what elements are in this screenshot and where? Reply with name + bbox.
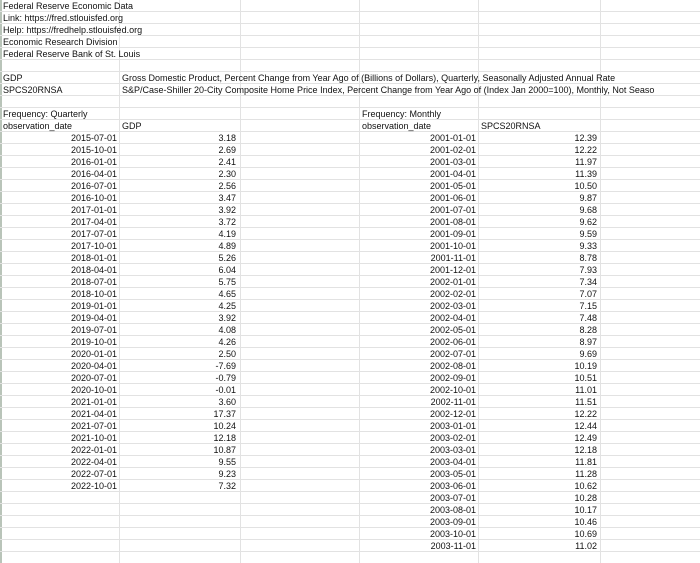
hpi-date-cell[interactable]: 2002-12-01 [429, 409, 476, 419]
series-desc-hpi[interactable]: S&P/Case-Shiller 20-City Composite Home Price Index, Percent Change from Year Ago of (Index Jan 2000=100), Monthly, Not Seaso [122, 85, 655, 95]
gdp-value-cell[interactable]: -0.79 [215, 373, 236, 383]
table-row [0, 348, 700, 360]
hpi-value-cell[interactable]: 9.87 [579, 193, 597, 203]
hpi-value-cell[interactable]: 11.81 [575, 457, 597, 467]
table-row [0, 276, 700, 288]
series-id-hpi[interactable]: SPCS20RNSA [3, 85, 63, 95]
hpi-value-cell[interactable]: 8.97 [579, 337, 597, 347]
table-row [0, 156, 700, 168]
gdp-date-cell[interactable]: 2016-01-01 [70, 157, 117, 167]
row-3 [0, 24, 700, 36]
row-8 [0, 84, 700, 96]
gdp-date-cell[interactable]: 2021-07-01 [70, 421, 117, 431]
table-row [0, 216, 700, 228]
gdp-frequency[interactable]: Frequency: Quarterly [3, 109, 88, 119]
gdp-date-cell[interactable]: 2015-07-01 [70, 133, 117, 143]
hpi-date-cell[interactable]: 2003-03-01 [429, 445, 476, 455]
gdp-date-cell[interactable]: 2020-04-01 [70, 361, 117, 371]
row-11 [0, 120, 700, 132]
table-row [0, 456, 700, 468]
hpi-date-cell[interactable]: 2003-08-01 [429, 505, 476, 515]
gdp-date-cell[interactable]: 2016-07-01 [70, 181, 117, 191]
hpi-value-cell[interactable]: 7.15 [579, 301, 597, 311]
series-desc-gdp[interactable]: Gross Domestic Product, Percent Change from Year Ago of (Billions of Dollars), Quarterly, Seasonally Adjusted Annual Rate [122, 73, 616, 83]
table-row [0, 396, 700, 408]
gdp-value-cell[interactable]: 2.69 [218, 145, 236, 155]
table-row [0, 144, 700, 156]
table-row [0, 468, 700, 480]
gdp-value-cell[interactable]: 4.25 [218, 301, 236, 311]
hpi-date-cell[interactable]: 2001-12-01 [429, 265, 476, 275]
hpi-value-cell[interactable]: 11.51 [575, 397, 597, 407]
table-row [0, 540, 700, 552]
gdp-value-cell[interactable]: 4.89 [218, 241, 236, 251]
hpi-date-cell[interactable]: 2002-03-01 [429, 301, 476, 311]
gdp-value-cell[interactable]: 2.56 [218, 181, 236, 191]
hpi-date-cell[interactable]: 2001-08-01 [429, 217, 476, 227]
hpi-value-cell[interactable]: 10.50 [574, 181, 597, 191]
gdp-date-header[interactable]: observation_date [3, 121, 73, 131]
gdp-value-cell[interactable]: 17.37 [213, 409, 236, 419]
table-row [0, 420, 700, 432]
hpi-date-cell[interactable]: 2002-05-01 [429, 325, 476, 335]
gdp-date-cell[interactable]: 2022-04-01 [70, 457, 117, 467]
gdp-date-cell[interactable]: 2020-01-01 [70, 349, 117, 359]
hpi-date-cell[interactable]: 2001-10-01 [429, 241, 476, 251]
header-source[interactable]: Federal Reserve Economic Data [3, 1, 134, 11]
gdp-value-header[interactable]: GDP [122, 121, 142, 131]
hpi-value-cell[interactable]: 12.44 [574, 421, 597, 431]
gdp-value-cell[interactable]: 4.65 [218, 289, 236, 299]
gdp-value-cell[interactable]: 7.32 [218, 481, 236, 491]
hpi-date-cell[interactable]: 2001-05-01 [429, 181, 476, 191]
gdp-value-cell[interactable]: 4.19 [218, 229, 236, 239]
gdp-value-cell[interactable]: 3.18 [218, 133, 236, 143]
gdp-date-cell[interactable]: 2021-04-01 [70, 409, 117, 419]
gdp-date-cell[interactable]: 2022-10-01 [70, 481, 117, 491]
hpi-value-cell[interactable]: 7.48 [579, 313, 597, 323]
gdp-date-cell[interactable]: 2019-07-01 [70, 325, 117, 335]
gdp-date-cell[interactable]: 2017-01-01 [70, 205, 117, 215]
table-row [0, 240, 700, 252]
table-row [0, 324, 700, 336]
gdp-value-cell[interactable]: 3.47 [218, 193, 236, 203]
gdp-value-cell[interactable]: 5.75 [218, 277, 236, 287]
gdp-date-cell[interactable]: 2018-01-01 [70, 253, 117, 263]
hpi-date-cell[interactable]: 2002-08-01 [429, 361, 476, 371]
hpi-date-cell[interactable]: 2001-11-01 [430, 253, 476, 263]
hpi-value-cell[interactable]: 11.28 [575, 469, 597, 479]
table-row [0, 480, 700, 492]
header-division[interactable]: Economic Research Division [3, 37, 118, 47]
hpi-date-cell[interactable]: 2003-11-01 [430, 541, 476, 551]
gdp-value-cell[interactable]: 9.23 [218, 469, 236, 479]
gdp-value-cell[interactable]: 4.08 [218, 325, 236, 335]
hpi-frequency[interactable]: Frequency: Monthly [362, 109, 442, 119]
table-row [0, 360, 700, 372]
gdp-date-cell[interactable]: 2022-07-01 [70, 469, 117, 479]
gdp-date-cell[interactable]: 2021-01-01 [70, 397, 117, 407]
table-row [0, 384, 700, 396]
hpi-value-cell[interactable]: 10.19 [574, 361, 597, 371]
table-row [0, 528, 700, 540]
hpi-value-cell[interactable]: 10.28 [574, 493, 597, 503]
row-5 [0, 48, 700, 60]
gdp-value-cell[interactable]: 10.24 [213, 421, 236, 431]
series-id-gdp[interactable]: GDP [3, 73, 23, 83]
gdp-value-cell[interactable]: -7.69 [215, 361, 236, 371]
gdp-value-cell[interactable]: 2.50 [218, 349, 236, 359]
gdp-value-cell[interactable]: 12.18 [213, 433, 236, 443]
gdp-value-cell[interactable]: 3.92 [218, 205, 236, 215]
hpi-value-cell[interactable]: 11.39 [575, 169, 597, 179]
gdp-value-cell[interactable]: 3.92 [218, 313, 236, 323]
hpi-date-cell[interactable]: 2003-01-01 [429, 421, 476, 431]
row-4 [0, 36, 700, 48]
hpi-value-cell[interactable]: 10.51 [574, 373, 597, 383]
hpi-value-cell[interactable]: 9.68 [579, 205, 597, 215]
table-row [0, 168, 700, 180]
gdp-value-cell[interactable]: 5.26 [218, 253, 236, 263]
row-6 [0, 60, 700, 72]
hpi-date-cell[interactable]: 2002-06-01 [429, 337, 476, 347]
gdp-value-cell[interactable]: 6.04 [218, 265, 236, 275]
gdp-date-cell[interactable]: 2020-10-01 [70, 385, 117, 395]
hpi-value-cell[interactable]: 11.02 [575, 541, 597, 551]
hpi-date-cell[interactable]: 2002-04-01 [429, 313, 476, 323]
gdp-date-cell[interactable]: 2021-10-01 [70, 433, 117, 443]
hpi-date-cell[interactable]: 2001-06-01 [429, 193, 476, 203]
hpi-date-cell[interactable]: 2003-04-01 [429, 457, 476, 467]
gdp-date-cell[interactable]: 2019-01-01 [70, 301, 117, 311]
hpi-date-cell[interactable]: 2001-02-01 [429, 145, 476, 155]
table-row [0, 132, 700, 144]
gdp-date-cell[interactable]: 2019-10-01 [70, 337, 117, 347]
hpi-value-cell[interactable]: 8.28 [579, 325, 597, 335]
table-row [0, 180, 700, 192]
hpi-value-cell[interactable]: 11.01 [575, 385, 597, 395]
gdp-date-cell[interactable]: 2016-10-01 [70, 193, 117, 203]
gdp-date-cell[interactable]: 2020-07-01 [70, 373, 117, 383]
hpi-value-cell[interactable]: 8.78 [579, 253, 597, 263]
hpi-value-cell[interactable]: 7.34 [579, 277, 597, 287]
hpi-value-cell[interactable]: 10.62 [574, 481, 597, 491]
hpi-value-cell[interactable]: 9.69 [579, 349, 597, 359]
hpi-value-cell[interactable]: 10.17 [574, 505, 597, 515]
hpi-value-cell[interactable]: 11.97 [575, 157, 597, 167]
table-row [0, 432, 700, 444]
header-help[interactable]: Help: https://fredhelp.stlouisfed.org [3, 25, 143, 35]
row-10 [0, 108, 700, 120]
gdp-date-cell[interactable]: 2018-04-01 [70, 265, 117, 275]
hpi-date-cell[interactable]: 2002-07-01 [429, 349, 476, 359]
table-row [0, 192, 700, 204]
gdp-value-cell[interactable]: 3.72 [218, 217, 236, 227]
hpi-date-cell[interactable]: 2001-09-01 [429, 229, 476, 239]
hpi-value-cell[interactable]: 7.93 [579, 265, 597, 275]
hpi-value-header[interactable]: SPCS20RNSA [481, 121, 541, 131]
gdp-value-cell[interactable]: 2.30 [218, 169, 236, 179]
hpi-value-cell[interactable]: 12.49 [574, 433, 597, 443]
hpi-date-cell[interactable]: 2002-09-01 [429, 373, 476, 383]
gdp-date-cell[interactable]: 2015-10-01 [70, 145, 117, 155]
table-row [0, 504, 700, 516]
hpi-date-cell[interactable]: 2003-06-01 [429, 481, 476, 491]
hpi-date-cell[interactable]: 2003-05-01 [429, 469, 476, 479]
table-row [0, 312, 700, 324]
table-row [0, 372, 700, 384]
hpi-value-cell[interactable]: 12.18 [574, 445, 597, 455]
gdp-date-cell[interactable]: 2019-04-01 [70, 313, 117, 323]
hpi-date-cell[interactable]: 2001-03-01 [429, 157, 476, 167]
hpi-value-cell[interactable]: 12.22 [574, 145, 597, 155]
hpi-date-cell[interactable]: 2002-01-01 [429, 277, 476, 287]
row-7 [0, 72, 700, 84]
gdp-date-cell[interactable]: 2018-10-01 [70, 289, 117, 299]
table-row [0, 252, 700, 264]
gdp-date-cell[interactable]: 2017-10-01 [70, 241, 117, 251]
table-row [0, 288, 700, 300]
table-row [0, 492, 700, 504]
gdp-date-cell[interactable]: 2017-07-01 [70, 229, 117, 239]
hpi-date-cell[interactable]: 2001-04-01 [429, 169, 476, 179]
row-9 [0, 96, 700, 108]
hpi-date-header[interactable]: observation_date [362, 121, 432, 131]
table-row [0, 264, 700, 276]
gdp-date-cell[interactable]: 2016-04-01 [70, 169, 117, 179]
gdp-value-cell[interactable]: 9.55 [218, 457, 236, 467]
hpi-date-cell[interactable]: 2001-01-01 [429, 133, 476, 143]
gdp-value-cell[interactable]: 4.26 [218, 337, 236, 347]
table-row [0, 408, 700, 420]
table-row [0, 300, 700, 312]
table-row [0, 516, 700, 528]
hpi-date-cell[interactable]: 2001-07-01 [429, 205, 476, 215]
table-row [0, 204, 700, 216]
hpi-date-cell[interactable]: 2002-10-01 [429, 385, 476, 395]
gdp-value-cell[interactable]: -0.01 [215, 385, 236, 395]
gdp-value-cell[interactable]: 2.41 [218, 157, 236, 167]
hpi-date-cell[interactable]: 2003-07-01 [429, 493, 476, 503]
gdp-date-cell[interactable]: 2018-07-01 [70, 277, 117, 287]
hpi-value-cell[interactable]: 12.22 [574, 409, 597, 419]
hpi-date-cell[interactable]: 2002-11-01 [430, 397, 476, 407]
hpi-date-cell[interactable]: 2003-09-01 [429, 517, 476, 527]
hpi-value-cell[interactable]: 10.46 [574, 517, 597, 527]
hpi-value-cell[interactable]: 9.62 [579, 217, 597, 227]
hpi-date-cell[interactable]: 2003-10-01 [429, 529, 476, 539]
header-link[interactable]: Link: https://fred.stlouisfed.org [3, 13, 124, 23]
row-2 [0, 12, 700, 24]
hpi-value-cell[interactable]: 9.33 [579, 241, 597, 251]
hpi-date-cell[interactable]: 2003-02-01 [429, 433, 476, 443]
gdp-date-cell[interactable]: 2022-01-01 [70, 445, 117, 455]
table-row [0, 228, 700, 240]
gdp-date-cell[interactable]: 2017-04-01 [70, 217, 117, 227]
hpi-value-cell[interactable]: 9.59 [579, 229, 597, 239]
table-row [0, 336, 700, 348]
hpi-value-cell[interactable]: 10.69 [574, 529, 597, 539]
hpi-value-cell[interactable]: 7.07 [579, 289, 597, 299]
gdp-value-cell[interactable]: 10.87 [213, 445, 236, 455]
gdp-value-cell[interactable]: 3.60 [218, 397, 236, 407]
hpi-date-cell[interactable]: 2002-02-01 [429, 289, 476, 299]
hpi-value-cell[interactable]: 12.39 [574, 133, 597, 143]
row-1 [0, 0, 700, 12]
header-bank[interactable]: Federal Reserve Bank of St. Louis [3, 49, 141, 59]
table-row [0, 444, 700, 456]
